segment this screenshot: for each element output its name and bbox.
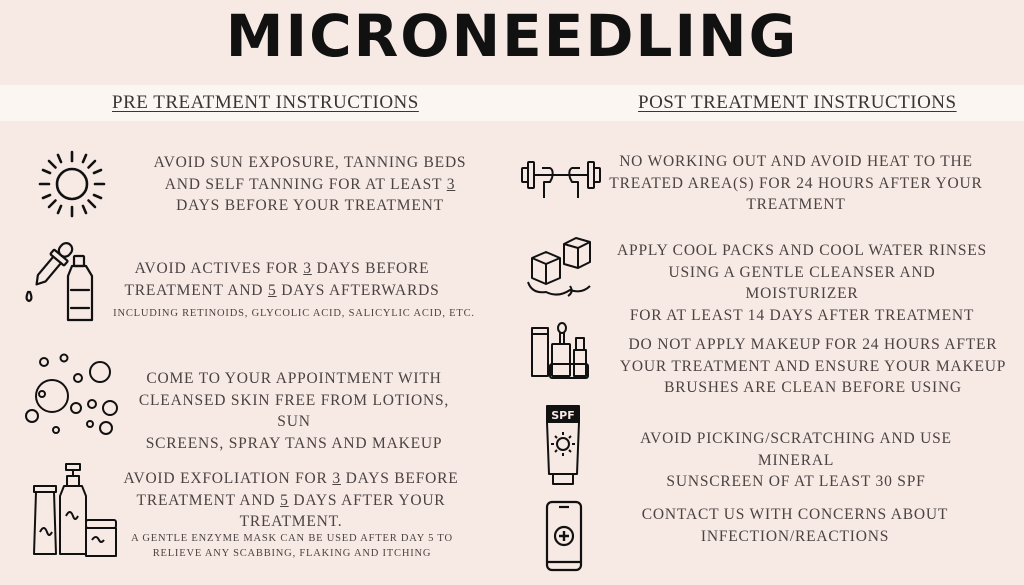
page-title: MICRONEEDLING (225, 2, 799, 70)
spf-sunscreen-icon (544, 404, 582, 488)
skincare-products-icon (30, 462, 122, 560)
pre-item-cleansed: COME TO YOUR APPOINTMENT WITH CLEANSED SKIN FREE FROM LOTIONS, SUN SCREENS, SPRAY TANS AND MAKEUP (138, 370, 450, 452)
phone-medical-icon (544, 500, 584, 572)
pre-item-actives: AVOID ACTIVES FOR 3 DAYS BEFORE TREATMENT AND 5 DAYS AFTERWARDS (124, 260, 440, 299)
pre-item-sun: AVOID SUN EXPOSURE, TANNING BEDS AND SELF TANNING FOR AT LEAST 3 DAYS BEFORE YOUR TREATMENT (153, 154, 467, 214)
pre-item-exfoliation-note: A GENTLE ENZYME MASK CAN BE USED AFTER DAY 5 TO RELIEVE ANY SCABBING, FLAKING AND ITCHING (131, 533, 453, 559)
pre-item-actives-note: INCLUDING RETINOIDS, GLYCOLIC ACID, SALICYLIC ACID, ETC. (113, 308, 475, 319)
pre-item-exfoliation: AVOID EXFOLIATION FOR 3 DAYS BEFORE TREATMENT AND 5 DAYS AFTER YOUR TREATMENT. (123, 470, 459, 530)
dropper-bottle-icon (22, 236, 108, 324)
spf-label: SPF (551, 409, 575, 422)
bubbles-icon (20, 350, 124, 442)
post-item-spf: AVOID PICKING/SCRATCHING AND USE MINERAL SUNSCREEN OF AT LEAST 30 SPF (640, 430, 952, 490)
pre-treatment-heading: PRE TREATMENT INSTRUCTIONS (112, 92, 419, 113)
post-item-cool-packs: APPLY COOL PACKS AND COOL WATER RINSES USING A GENTLE CLEANSER AND MOISTURIZER FOR AT LEAST 14 DAYS AFTER TREATMENT (617, 242, 987, 324)
ice-cubes-icon (524, 236, 604, 300)
sun-icon (36, 148, 108, 220)
dumbbell-icon (520, 156, 602, 200)
post-item-contact: CONTACT US WITH CONCERNS ABOUT INFECTION/REACTIONS (641, 506, 949, 545)
post-treatment-heading: POST TREATMENT INSTRUCTIONS (638, 92, 957, 113)
post-item-makeup: DO NOT APPLY MAKEUP FOR 24 HOURS AFTER YOUR TREATMENT AND ENSURE YOUR MAKEUP BRUSHES ARE CLEAN BEFORE USING (619, 336, 1007, 396)
post-item-workout: NO WORKING OUT AND AVOID HEAT TO THE TREATED AREA(S) FOR 24 HOURS AFTER YOUR TREATMENT (609, 153, 983, 213)
makeup-icon (528, 322, 596, 380)
